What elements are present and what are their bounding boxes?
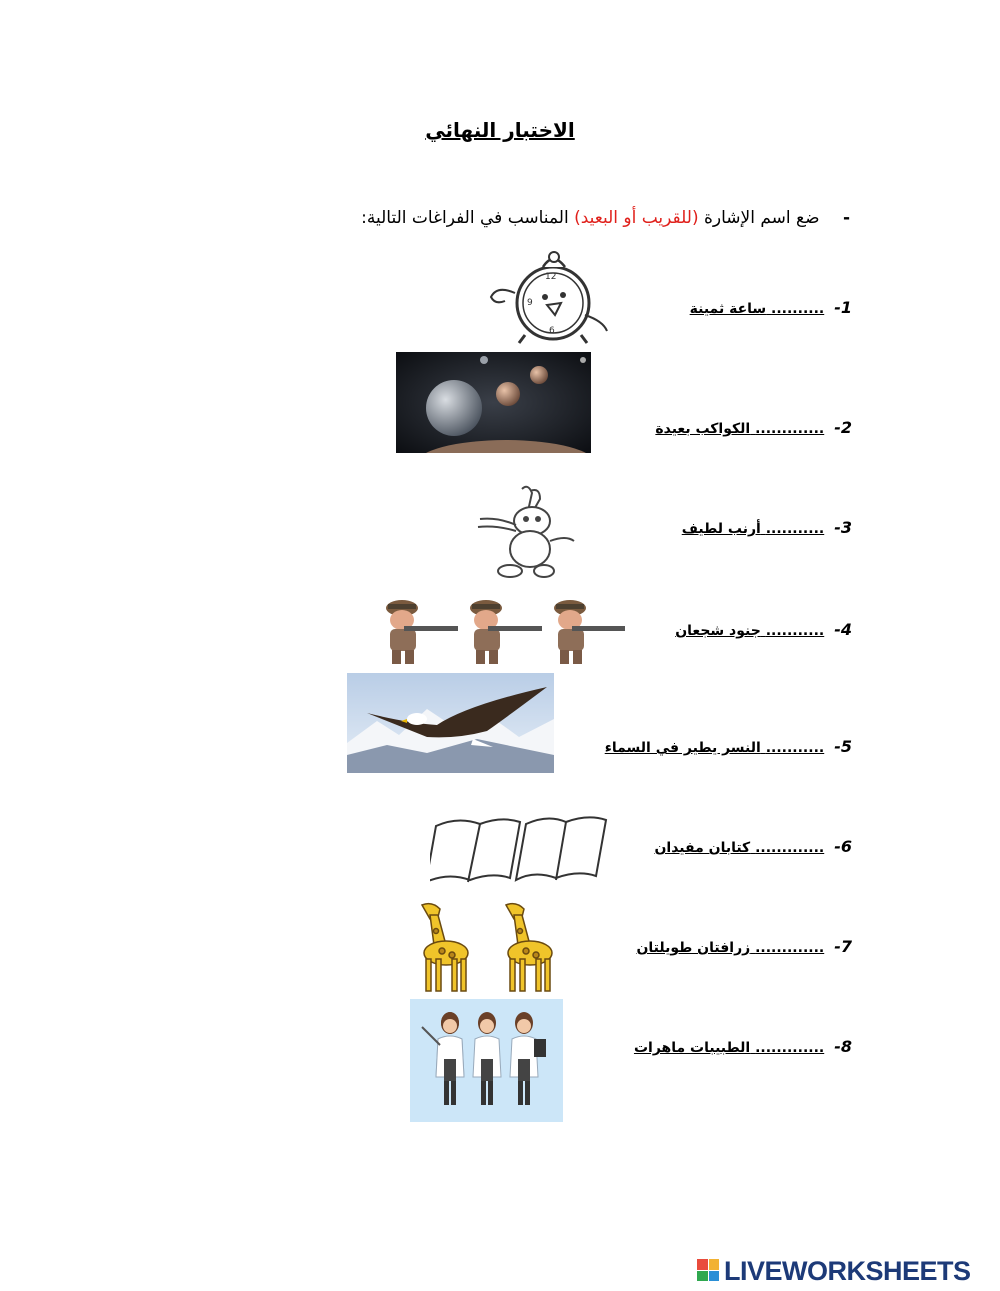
question-1: [690, 298, 852, 317]
page-title: الاختبار النهائي: [425, 118, 575, 142]
logo-square: [709, 1271, 720, 1282]
question-text: جنود شجعان: [675, 623, 761, 639]
question-text: أرنب لطيف: [681, 521, 761, 537]
instruction-bullet: -: [842, 208, 850, 228]
logo-square: [697, 1259, 708, 1270]
planets-icon: [396, 352, 591, 453]
instruction-highlight: (للقريب أو البعيد): [574, 208, 699, 228]
eagle-icon: [347, 673, 554, 773]
answer-blank[interactable]: .............: [755, 840, 825, 856]
question-number: 8-: [834, 1037, 852, 1056]
answer-blank[interactable]: .............: [755, 940, 825, 956]
answer-blank[interactable]: .............: [755, 421, 825, 437]
question-number: 4-: [834, 620, 852, 639]
brand-name[interactable]: LIVEWORKSHEETS: [724, 1256, 971, 1286]
question-number: 5-: [834, 737, 852, 756]
question-3: [682, 518, 852, 537]
svg-text:12: 12: [545, 272, 557, 282]
question-number: 2-: [834, 418, 852, 437]
question-2: [655, 418, 852, 437]
soldiers-icon: [380, 596, 625, 668]
liveworksheets-logo-icon: [697, 1259, 719, 1281]
question-5: [605, 737, 852, 756]
question-4: [675, 620, 852, 639]
answer-blank[interactable]: .............: [755, 1040, 825, 1056]
question-text: ساعة ثمينة: [689, 301, 767, 317]
question-text: النسر يطير في السماء: [604, 740, 761, 756]
doctors-icon: [410, 999, 563, 1122]
rabbit-icon: [470, 483, 580, 581]
svg-text:9: 9: [527, 298, 533, 308]
question-6: [654, 837, 852, 856]
answer-blank[interactable]: ..........: [771, 301, 825, 317]
logo-square: [709, 1259, 720, 1270]
instruction-text-end: المناسب في الفراغات التالية:: [361, 208, 569, 228]
books-icon: [430, 800, 610, 892]
instruction: [361, 208, 850, 228]
question-number: 6-: [834, 837, 852, 856]
answer-blank[interactable]: ...........: [765, 521, 825, 537]
answer-blank[interactable]: ...........: [765, 623, 825, 639]
question-text: كتابان مفيدان: [654, 840, 751, 856]
question-text: الكواكب بعيدة: [655, 421, 751, 437]
question-number: 1-: [834, 298, 852, 317]
logo-square: [697, 1271, 708, 1282]
question-number: 3-: [834, 518, 852, 537]
svg-text:6: 6: [549, 326, 555, 336]
question-number: 7-: [834, 937, 852, 956]
question-text: الطبيبات ماهرات: [633, 1040, 751, 1056]
answer-blank[interactable]: ...........: [765, 740, 825, 756]
instruction-text-start: ضع اسم الإشارة: [704, 208, 820, 228]
alarm-clock-icon: [485, 245, 615, 345]
question-7: [636, 937, 852, 956]
giraffes-icon: [408, 897, 563, 995]
question-8: [634, 1037, 852, 1056]
question-text: زرافتان طويلتان: [636, 940, 751, 956]
